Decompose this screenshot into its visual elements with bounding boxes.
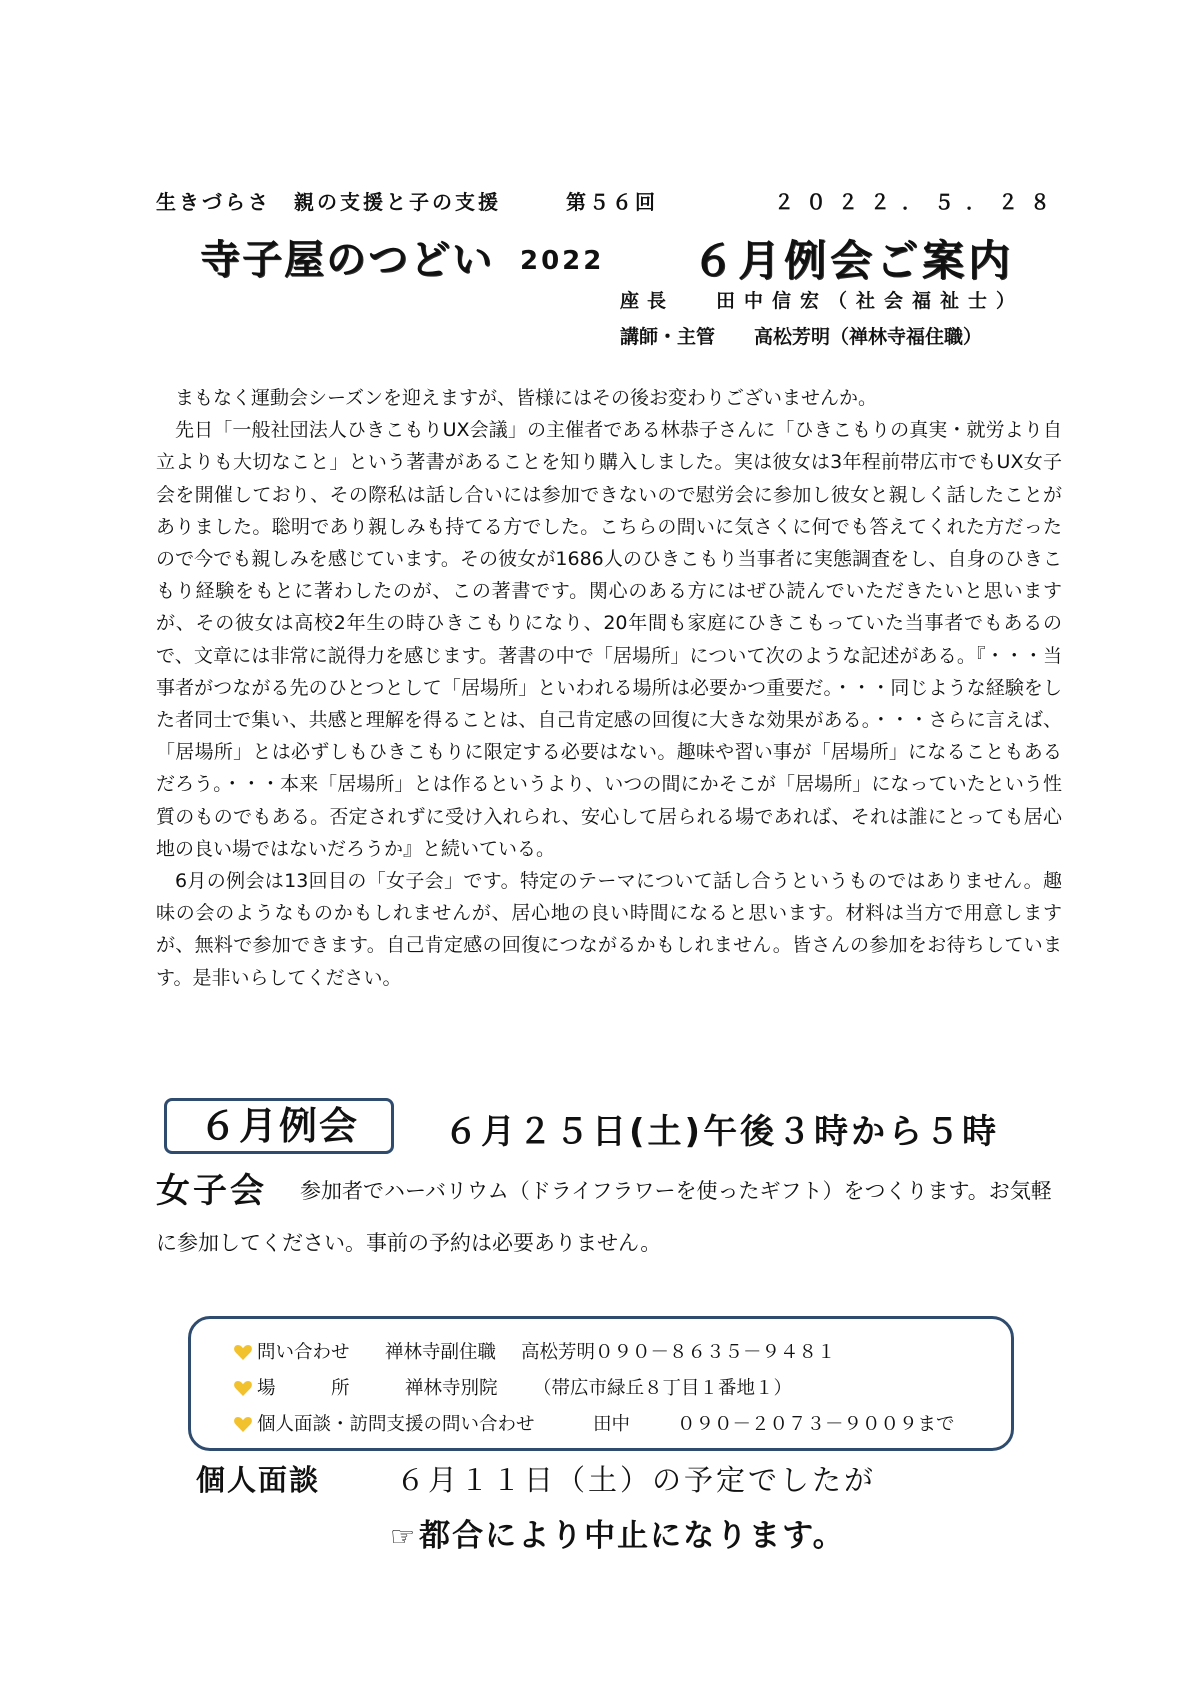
location-address: （帯広市緑丘８丁目１番地１） [533,1378,793,1399]
heart-icon [233,1378,253,1398]
body-paragraph-2: 先日「一般社団法人ひきこもりUX会議」の主催者である林恭子さんに「ひきこもりの真実・就労より自立よりも大切なこと」という著書があることを知り購入しました。実は彼女は3年程前帯広市でもUX女子会を開催しており、その際私は話し合いには参加できないので慰労会に参加し彼女と親しく話したことがありました。聡明であり親しみも持てる方でした。こちらの問いに気さくに何でも答えてくれた方だったので今でも親しみを感じています。その彼女が1686人のひきこもり当事者に実態調査をし、自身のひきこもり経験をもとに著わしたのが、この著書です。関心のある方にはぜひ読んでいただきたいと思いますが、その彼女は高校2年生の時ひきこもりになり、20年間も家庭にひきこもっていた当事者でもあるので、文章には非常に説得力を感じます。著書の中で「居場所」について次のような記述がある。『・・・当事者がつながる先のひとつとして「居場所」といわれる場所は必要かつ重要だ。・・・同じような経験をした者同士で集い、共感と理解を得ることは、自己肯定感の回復に大きな効果がある。・・・さらに言えば、「居場所」とは必ずしもひきこもりに限定する必要はない。趣味や習い事が「居場所」になることもあるだろう。・・・本来「居場所」とは作るというより、いつの間にかそこが「居場所」になっていたという性質のものでもある。否定されずに受け入れられ、安心して居られる場であれば、それは誰にとっても居心地の良い場ではないだろうか』と続いている。 [156,419,1062,860]
header-line [156,186,1062,216]
lecturer-label: 講師・主管 [620,326,716,348]
body-text [156,382,1062,994]
body-paragraph-3: 6月の例会は13回目の「女子会」です。特定のテーマについて話し合うというものではありません。趣味の会のようなものかもしれませんが、居心地の良い時間になると思います。材料は当方で用意しますが、無料で参加できます。自己肯定感の回復につながるかもしれません。皆さんの参加をお待ちしています。是非いらしてください。 [156,870,1062,989]
contact-row-location [233,1375,793,1403]
body-paragraph-1: まもなく運動会シーズンを迎えますが、皆様にはその後お変わりございませんか。 [175,387,878,409]
event-description: 参加者でハーバリウム（ドライフラワーを使ったギフト）をつくります。お気軽に参加してください。事前の予約は必要ありません。 [156,1179,1052,1255]
pointing-hand-icon: ☞ [390,1520,418,1553]
series-title: 生きづらさ 親の支援と子の支援 [156,190,501,214]
heart-icon [233,1342,253,1362]
event-datetime: ６月２５日(土)午後３時から５時 [444,1112,1000,1152]
event-name: 女子会 [156,1171,267,1211]
round-number: 第５６回 [566,190,658,214]
contact-row-interview [233,1411,955,1439]
contact-phone: 高松芳明０９０－８６３５－９４８１ [521,1342,836,1363]
cancel-text: 都合により中止になります。 [419,1518,846,1554]
cancel-notice [390,1510,846,1555]
interview-contact-label: 個人面談・訪問支援の問い合わせ [257,1414,535,1435]
title-year: 2022 [520,246,605,276]
document-title [200,228,1060,292]
chair-line [620,286,1060,312]
chair-label: 座長 [620,290,675,312]
lecturer-line [620,322,1060,348]
contact-label: 問い合わせ [257,1342,350,1363]
contact-row-inquiry [233,1339,836,1367]
lecturer-value: 高松芳明（禅林寺福住職） [754,326,983,348]
interview-contact-name: 田中 [593,1414,631,1435]
event-label-box: ６月例会 [164,1098,394,1154]
heart-icon [233,1414,253,1434]
interview-contact-phone: ０９０－２０７３－９００９まで [677,1414,955,1435]
chair-value: 田中信宏（社会福祉士） [716,290,1025,312]
location-label: 場 所 [257,1378,350,1399]
title-subtitle: ６月例会ご案内 [692,236,1015,285]
title-name: 寺子屋のつどい [200,237,494,283]
location-name: 禅林寺別院 [405,1378,498,1399]
contact-box [188,1316,1014,1451]
interview-label: 個人面談 [196,1463,321,1497]
interview-date: ６月１１日（土）の予定でしたが [396,1463,877,1497]
contact-org: 禅林寺副住職 [385,1342,497,1363]
issue-date: ２０２２．５．２８ [774,190,1062,214]
